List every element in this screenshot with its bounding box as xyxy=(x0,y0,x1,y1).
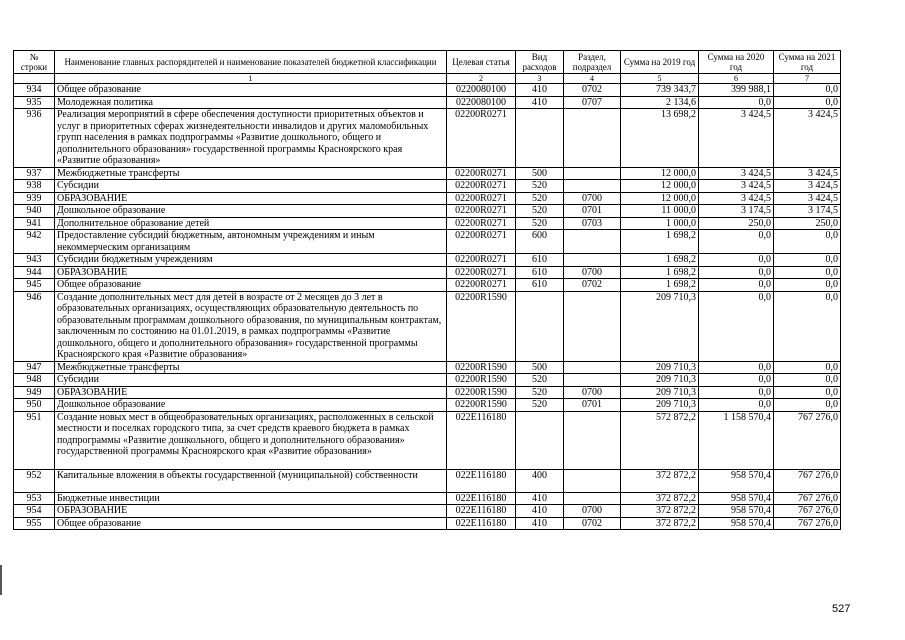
row-target-article: 02200R0271 xyxy=(447,205,516,218)
row-sum-2019: 12 000,0 xyxy=(621,180,699,193)
row-sum-2019: 12 000,0 xyxy=(621,192,699,205)
table-header-row xyxy=(14,51,841,74)
row-sum-2021: 0,0 xyxy=(774,374,841,387)
row-sum-2019: 209 710,3 xyxy=(621,291,699,361)
column-index: 7 xyxy=(774,74,841,84)
row-name: Общее образование xyxy=(55,279,447,292)
row-sum-2021: 250,0 xyxy=(774,217,841,230)
row-sum-2021: 0,0 xyxy=(774,361,841,374)
row-section: 0701 xyxy=(564,205,621,218)
row-section xyxy=(564,230,621,254)
table-row xyxy=(14,84,841,97)
row-sum-2019: 209 710,3 xyxy=(621,399,699,412)
column-index: 3 xyxy=(516,74,564,84)
row-number: 944 xyxy=(14,266,55,279)
row-name: Дошкольное образование xyxy=(55,205,447,218)
row-expense-type: 520 xyxy=(516,374,564,387)
row-target-article: 02200R0271 xyxy=(447,279,516,292)
row-name: ОБРАЗОВАНИЕ xyxy=(55,386,447,399)
row-number: 947 xyxy=(14,361,55,374)
row-sum-2021: 0,0 xyxy=(774,291,841,361)
row-expense-type: 520 xyxy=(516,399,564,412)
row-sum-2019: 209 710,3 xyxy=(621,374,699,387)
row-target-article: 02200R1590 xyxy=(447,399,516,412)
row-section: 0700 xyxy=(564,266,621,279)
row-expense-type: 610 xyxy=(516,254,564,267)
column-index xyxy=(14,74,55,84)
row-name: Предоставление субсидий бюджетным, автономным учреждениям и иным некоммерческим организациям xyxy=(55,230,447,254)
row-sum-2020: 250,0 xyxy=(699,217,774,230)
row-name: Создание новых мест в общеобразовательных организациях, расположенных в сельской местности и поселках городского типа, за счет средств краевого бюджета в рамках подпрограммы «Развитие дошкольного, общего и дополнительного образования» государственной программы Красноярского края «Развитие образования» xyxy=(55,411,447,469)
page-number: 527 xyxy=(832,603,851,615)
row-target-article: 0220080100 xyxy=(447,84,516,97)
table-row xyxy=(14,192,841,205)
row-section: 0700 xyxy=(564,192,621,205)
row-number: 948 xyxy=(14,374,55,387)
row-target-article: 02200R1590 xyxy=(447,386,516,399)
row-sum-2020: 0,0 xyxy=(699,96,774,109)
row-section xyxy=(564,180,621,193)
row-sum-2019: 12 000,0 xyxy=(621,167,699,180)
row-number: 934 xyxy=(14,84,55,97)
row-sum-2020: 958 570,4 xyxy=(699,469,774,492)
row-sum-2021: 0,0 xyxy=(774,386,841,399)
row-sum-2021: 3 174,5 xyxy=(774,205,841,218)
column-index: 5 xyxy=(621,74,699,84)
row-sum-2020: 0,0 xyxy=(699,230,774,254)
row-section xyxy=(564,254,621,267)
column-index-row xyxy=(14,74,841,84)
row-number: 942 xyxy=(14,230,55,254)
row-sum-2020: 958 570,4 xyxy=(699,517,774,530)
row-target-article: 022E116180 xyxy=(447,505,516,518)
row-sum-2021: 0,0 xyxy=(774,266,841,279)
row-target-article: 02200R0271 xyxy=(447,192,516,205)
row-number: 941 xyxy=(14,217,55,230)
row-expense-type: 610 xyxy=(516,266,564,279)
row-sum-2021: 3 424,5 xyxy=(774,109,841,168)
row-name: Общее образование xyxy=(55,517,447,530)
row-number: 953 xyxy=(14,492,55,505)
row-sum-2019: 1 698,2 xyxy=(621,266,699,279)
row-name: Реализация мероприятий в сфере обеспечения доступности приоритетных объектов и услуг в приоритетных сферах жизнедеятельности инвалидов и других маломобильных групп населения в рамках подпрограммы «Развитие дошкольного, общего и дополнительного образования» государственной программы Красноярского края «Развитие образования» xyxy=(55,109,447,168)
row-target-article: 022E116180 xyxy=(447,469,516,492)
row-sum-2019: 11 000,0 xyxy=(621,205,699,218)
row-number: 936 xyxy=(14,109,55,168)
header-target-article: Целевая статья xyxy=(447,51,516,74)
column-index: 1 xyxy=(55,74,447,84)
row-sum-2020: 0,0 xyxy=(699,279,774,292)
column-index: 2 xyxy=(447,74,516,84)
row-target-article: 022E116180 xyxy=(447,517,516,530)
row-expense-type: 600 xyxy=(516,230,564,254)
row-target-article: 02200R0271 xyxy=(447,230,516,254)
row-expense-type xyxy=(516,291,564,361)
row-name: ОБРАЗОВАНИЕ xyxy=(55,505,447,518)
row-sum-2021: 3 424,5 xyxy=(774,167,841,180)
row-sum-2020: 0,0 xyxy=(699,361,774,374)
header-sum-2021: Сумма на 2021 год xyxy=(774,51,841,74)
row-sum-2019: 1 000,0 xyxy=(621,217,699,230)
row-sum-2020: 399 988,1 xyxy=(699,84,774,97)
row-sum-2019: 1 698,2 xyxy=(621,279,699,292)
row-name: Бюджетные инвестиции xyxy=(55,492,447,505)
row-section: 0700 xyxy=(564,505,621,518)
row-name: Молодежная политика xyxy=(55,96,447,109)
row-target-article: 02200R1590 xyxy=(447,291,516,361)
table-row xyxy=(14,217,841,230)
row-name: Межбюджетные трансферты xyxy=(55,167,447,180)
row-name: Капитальные вложения в объекты государственной (муниципальной) собственности xyxy=(55,469,447,492)
row-target-article: 0220080100 xyxy=(447,96,516,109)
row-number: 945 xyxy=(14,279,55,292)
table-row xyxy=(14,180,841,193)
row-sum-2019: 2 134,6 xyxy=(621,96,699,109)
row-target-article: 02200R0271 xyxy=(447,217,516,230)
row-sum-2021: 0,0 xyxy=(774,279,841,292)
row-number: 955 xyxy=(14,517,55,530)
row-number: 950 xyxy=(14,399,55,412)
header-sum-2020: Сумма на 2020 год xyxy=(699,51,774,74)
row-name: ОБРАЗОВАНИЕ xyxy=(55,192,447,205)
row-sum-2021: 767 276,0 xyxy=(774,492,841,505)
row-section xyxy=(564,361,621,374)
row-sum-2020: 1 158 570,4 xyxy=(699,411,774,469)
table-row xyxy=(14,109,841,168)
table-row xyxy=(14,411,841,469)
row-expense-type xyxy=(516,109,564,168)
row-expense-type: 410 xyxy=(516,96,564,109)
row-target-article: 02200R1590 xyxy=(447,361,516,374)
table-row xyxy=(14,374,841,387)
row-section: 0702 xyxy=(564,517,621,530)
row-name: Субсидии бюджетным учреждениям xyxy=(55,254,447,267)
table-row xyxy=(14,399,841,412)
row-section xyxy=(564,109,621,168)
header-row-number: № строки xyxy=(14,51,55,74)
row-target-article: 02200R1590 xyxy=(447,374,516,387)
row-sum-2020: 3 424,5 xyxy=(699,180,774,193)
row-number: 952 xyxy=(14,469,55,492)
row-sum-2021: 767 276,0 xyxy=(774,411,841,469)
table-row xyxy=(14,205,841,218)
row-sum-2021: 3 424,5 xyxy=(774,180,841,193)
header-name: Наименование главных распорядителей и наименование показателей бюджетной классификации xyxy=(55,51,447,74)
row-number: 951 xyxy=(14,411,55,469)
row-section xyxy=(564,291,621,361)
row-sum-2019: 372 872,2 xyxy=(621,492,699,505)
row-sum-2021: 0,0 xyxy=(774,84,841,97)
row-section: 0702 xyxy=(564,84,621,97)
row-expense-type: 500 xyxy=(516,361,564,374)
column-index: 6 xyxy=(699,74,774,84)
row-number: 946 xyxy=(14,291,55,361)
row-sum-2021: 0,0 xyxy=(774,399,841,412)
table-row xyxy=(14,517,841,530)
row-name: Субсидии xyxy=(55,374,447,387)
row-sum-2020: 0,0 xyxy=(699,291,774,361)
table-row xyxy=(14,96,841,109)
table-row xyxy=(14,167,841,180)
row-sum-2021: 767 276,0 xyxy=(774,517,841,530)
row-sum-2020: 3 174,5 xyxy=(699,205,774,218)
row-section: 0703 xyxy=(564,217,621,230)
row-target-article: 02200R0271 xyxy=(447,266,516,279)
row-target-article: 022E116180 xyxy=(447,492,516,505)
row-name: Общее образование xyxy=(55,84,447,97)
row-number: 949 xyxy=(14,386,55,399)
row-sum-2021: 0,0 xyxy=(774,254,841,267)
row-section xyxy=(564,167,621,180)
row-sum-2019: 372 872,2 xyxy=(621,469,699,492)
row-expense-type: 520 xyxy=(516,386,564,399)
row-name: ОБРАЗОВАНИЕ xyxy=(55,266,447,279)
row-number: 938 xyxy=(14,180,55,193)
row-number: 939 xyxy=(14,192,55,205)
row-sum-2019: 372 872,2 xyxy=(621,517,699,530)
row-number: 935 xyxy=(14,96,55,109)
table-row xyxy=(14,505,841,518)
row-sum-2019: 372 872,2 xyxy=(621,505,699,518)
row-expense-type: 400 xyxy=(516,469,564,492)
header-expense-type: Вид расходов xyxy=(516,51,564,74)
row-expense-type: 520 xyxy=(516,205,564,218)
column-index: 4 xyxy=(564,74,621,84)
row-target-article: 02200R0271 xyxy=(447,180,516,193)
row-target-article: 02200R0271 xyxy=(447,109,516,168)
row-name: Создание дополнительных мест для детей в возрасте от 2 месяцев до 3 лет в образовательных организациях, осуществляющих образовательную деятельность по образовательным программам дошкольного образования, по муниципальным контрактам, заключенным по состоянию на 01.01.2019, в рамках подпрограммы «Развитие дошкольного, общего и дополнительного образования» государственной программы Красноярского края «Развитие образования» xyxy=(55,291,447,361)
row-expense-type: 520 xyxy=(516,192,564,205)
row-sum-2019: 1 698,2 xyxy=(621,254,699,267)
table-row xyxy=(14,254,841,267)
table-row xyxy=(14,266,841,279)
row-number: 937 xyxy=(14,167,55,180)
row-section xyxy=(564,411,621,469)
row-sum-2020: 958 570,4 xyxy=(699,492,774,505)
row-expense-type: 610 xyxy=(516,279,564,292)
row-target-article: 02200R0271 xyxy=(447,254,516,267)
row-sum-2020: 0,0 xyxy=(699,386,774,399)
row-target-article: 022E116180 xyxy=(447,411,516,469)
row-sum-2019: 209 710,3 xyxy=(621,361,699,374)
row-sum-2019: 572 872,2 xyxy=(621,411,699,469)
row-number: 954 xyxy=(14,505,55,518)
row-expense-type: 410 xyxy=(516,84,564,97)
header-section: Раздел, подраздел xyxy=(564,51,621,74)
row-name: Дополнительное образование детей xyxy=(55,217,447,230)
row-sum-2020: 0,0 xyxy=(699,266,774,279)
row-section xyxy=(564,492,621,505)
row-section xyxy=(564,374,621,387)
table-row xyxy=(14,279,841,292)
row-sum-2021: 3 424,5 xyxy=(774,192,841,205)
row-sum-2020: 0,0 xyxy=(699,254,774,267)
row-target-article: 02200R0271 xyxy=(447,167,516,180)
row-sum-2021: 0,0 xyxy=(774,96,841,109)
row-expense-type: 410 xyxy=(516,517,564,530)
table-row xyxy=(14,291,841,361)
row-expense-type xyxy=(516,411,564,469)
table-row xyxy=(14,492,841,505)
row-sum-2019: 739 343,7 xyxy=(621,84,699,97)
row-section: 0700 xyxy=(564,386,621,399)
header-sum-2019: Сумма на 2019 год xyxy=(621,51,699,74)
row-expense-type: 520 xyxy=(516,217,564,230)
row-expense-type: 520 xyxy=(516,180,564,193)
budget-table xyxy=(13,50,841,530)
row-sum-2019: 209 710,3 xyxy=(621,386,699,399)
table-row xyxy=(14,361,841,374)
row-sum-2019: 1 698,2 xyxy=(621,230,699,254)
row-sum-2021: 767 276,0 xyxy=(774,469,841,492)
table-row xyxy=(14,386,841,399)
row-expense-type: 410 xyxy=(516,505,564,518)
row-section: 0702 xyxy=(564,279,621,292)
row-section: 0701 xyxy=(564,399,621,412)
row-name: Межбюджетные трансферты xyxy=(55,361,447,374)
table-row xyxy=(14,230,841,254)
row-sum-2021: 0,0 xyxy=(774,230,841,254)
row-section: 0707 xyxy=(564,96,621,109)
row-sum-2020: 3 424,5 xyxy=(699,167,774,180)
scan-edge-mark xyxy=(0,565,2,595)
row-sum-2020: 0,0 xyxy=(699,374,774,387)
row-name: Дошкольное образование xyxy=(55,399,447,412)
row-section xyxy=(564,469,621,492)
row-sum-2020: 3 424,5 xyxy=(699,192,774,205)
row-sum-2020: 0,0 xyxy=(699,399,774,412)
row-number: 943 xyxy=(14,254,55,267)
table-row xyxy=(14,469,841,492)
row-sum-2021: 767 276,0 xyxy=(774,505,841,518)
row-sum-2020: 3 424,5 xyxy=(699,109,774,168)
row-number: 940 xyxy=(14,205,55,218)
row-expense-type: 500 xyxy=(516,167,564,180)
row-expense-type: 410 xyxy=(516,492,564,505)
row-sum-2019: 13 698,2 xyxy=(621,109,699,168)
row-name: Субсидии xyxy=(55,180,447,193)
row-sum-2020: 958 570,4 xyxy=(699,505,774,518)
